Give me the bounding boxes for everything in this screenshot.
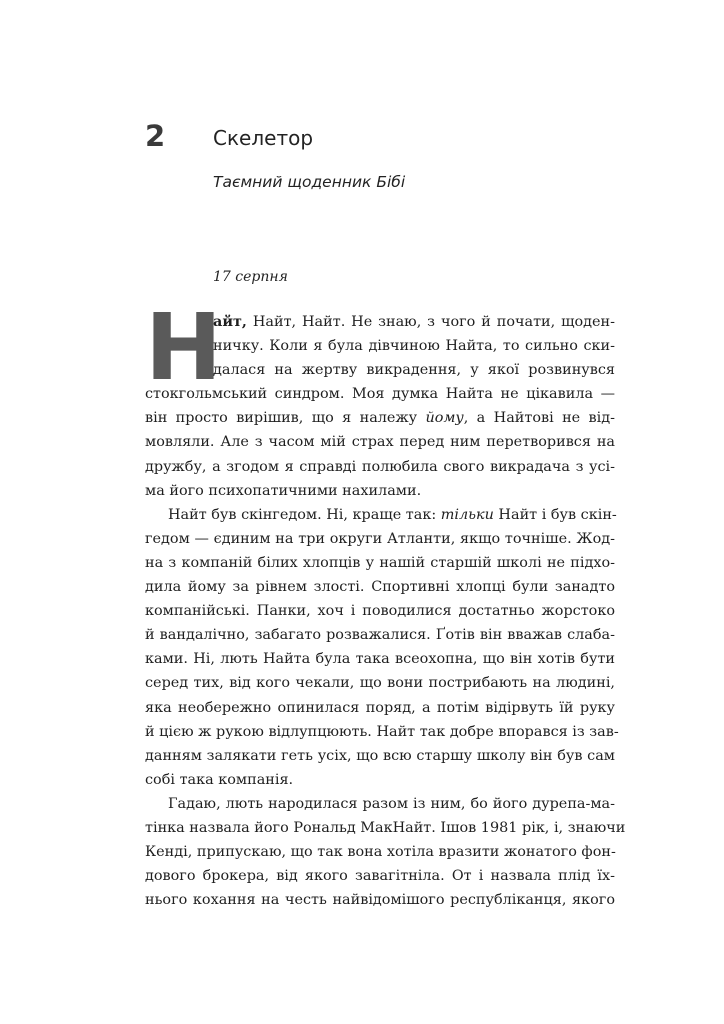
text-line — [145, 864, 615, 888]
text-run: собі така компанія. — [145, 771, 294, 788]
text-run: далася на жертву викрадення, у якої розвинувся — [213, 362, 615, 379]
drop-cap-letter: Н — [145, 294, 222, 401]
text-run: дила йому за рівнем злості. Спортивні хлопці були занадто — [145, 579, 615, 596]
text-run: стокгольмський синдром. Моя думка Найта не цікавила — — [145, 386, 615, 403]
text-line — [145, 527, 615, 551]
text-run: ма його психопатичними нахилами. — [145, 482, 422, 499]
text-line — [145, 599, 615, 623]
text-run: й цією ж рукою відлупцюють. Найт так добре впорався із зав- — [145, 723, 619, 740]
text-run: ничку. Коли я була дівчиною Найта, то сильно ски- — [213, 338, 615, 355]
text-line — [145, 406, 615, 430]
text-line — [145, 696, 615, 720]
text-line — [145, 671, 615, 695]
text-run: нього кохання на честь найвідомішого республіканця, якого — [145, 892, 615, 909]
chapter-number: 2 — [145, 119, 166, 153]
text-run: гедом — єдиним на три округи Атланти, якщо точніше. Жод- — [145, 530, 615, 547]
italic-emphasis: тільки — [440, 506, 494, 523]
text-line — [145, 768, 615, 792]
text-run: Найт, Найт. Не знаю, з чого й почати, щоден- — [246, 314, 615, 330]
chapter-subtitle: Таємний щоденник Бібі — [213, 173, 406, 191]
text-line — [145, 551, 615, 575]
text-run: Найт і був скін- — [493, 506, 617, 523]
text-line — [145, 503, 615, 527]
text-run: ками. Ні, лють Найта була така всеохопна, що він хотів бути — [145, 651, 615, 668]
text-line — [145, 792, 615, 816]
text-run: й вандалічно, забагато розважалися. Ґотів він вважав слаба- — [145, 627, 615, 644]
italic-emphasis: йому — [425, 410, 464, 427]
text-run: данням залякати геть усіх, що всю старшу школу він був сам — [145, 747, 615, 764]
text-line — [145, 720, 619, 744]
text-line — [145, 479, 615, 503]
bold-lead-word: айт, — [213, 313, 247, 330]
text-run: тінка назвала його Рональд МакНайт. Ішов 1981 рік, і, знаючи — [145, 819, 626, 836]
text-run: компанійські. Панки, хоч і поводилися достатньо жорстоко — [145, 603, 615, 620]
text-line — [145, 816, 626, 840]
text-line — [145, 575, 615, 599]
body-text — [145, 294, 626, 912]
text-run: дового брокера, від якого завагітніла. От і назвала плід їх- — [145, 868, 615, 885]
text-run: мовляли. Але з часом мій страх перед ним перетворився на — [145, 434, 615, 451]
text-line — [145, 647, 615, 671]
text-run: Кенді, припускаю, що так вона хотіла вразити жонатого фон- — [145, 844, 616, 861]
text-run: Найт був скінгедом. Ні, краще так: — [168, 506, 441, 523]
diary-entry-date: 17 серпня — [213, 269, 288, 285]
text-line — [145, 744, 615, 768]
text-line — [145, 888, 615, 912]
chapter-title: Скелетор — [213, 126, 314, 150]
text-run: він просто вирішив, що я належу — [145, 410, 426, 427]
text-run: , а Найтові не від- — [463, 410, 615, 427]
text-line — [145, 430, 615, 454]
text-line — [145, 623, 615, 647]
text-run: Гадаю, лють народилася разом із ним, бо його дурепа-ма- — [168, 795, 615, 812]
text-run: серед тих, від кого чекали, що вони пострибають на людині, — [145, 675, 615, 692]
text-line — [145, 840, 615, 864]
text-run: яка необережно опинилася поряд, а потім відірвуть їй руку — [145, 699, 615, 716]
text-line — [145, 455, 615, 479]
text-run: на з компаній білих хлопців у нашій старшій школі не підхо- — [145, 554, 615, 571]
text-run: дружбу, а згодом я справді полюбила свого викрадача з усі- — [145, 458, 615, 475]
